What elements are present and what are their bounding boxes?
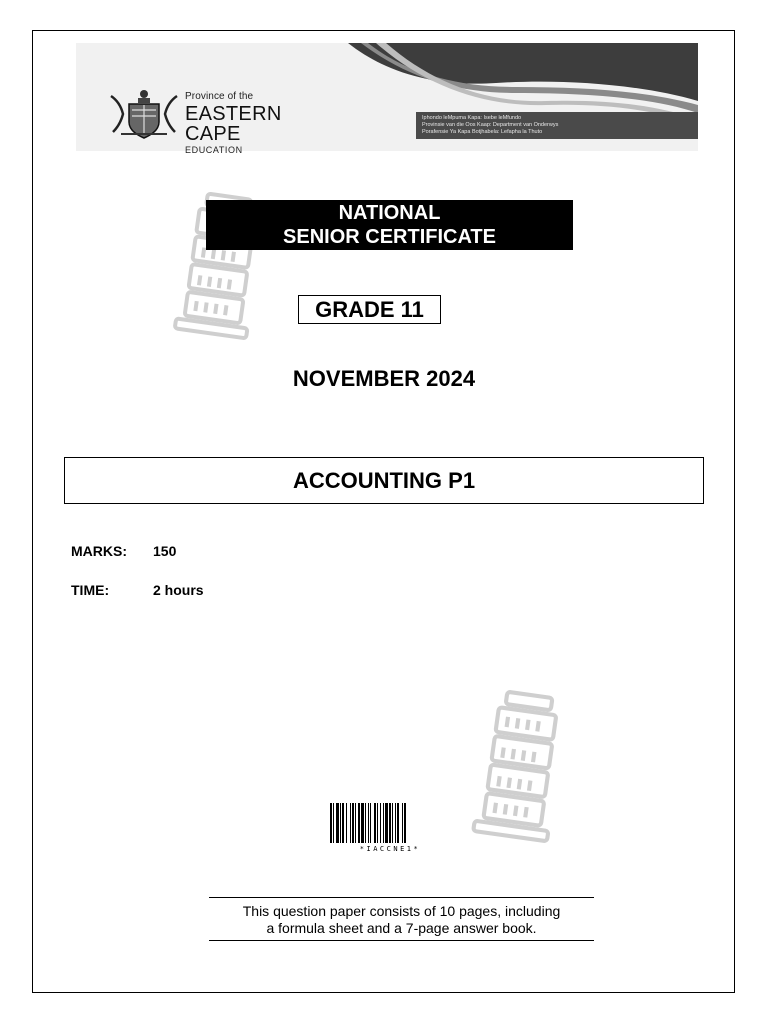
barcode-bar [397, 803, 399, 843]
barcode-bar [330, 803, 332, 843]
certificate-line-1: NATIONAL [338, 202, 441, 224]
barcode-bar [346, 803, 347, 843]
page-count-line-2: a formula sheet and a 7-page answer book. [266, 920, 537, 936]
barcode-bar [404, 803, 406, 843]
barcode-bars [328, 803, 452, 843]
barcode-bar [389, 803, 391, 843]
barcode-bar [333, 803, 334, 843]
marks-value: 150 [153, 543, 177, 559]
time-row [71, 582, 204, 598]
slogan-line: Porafensie Ya Kapa Botjhabela: Lefapha la Thuto [422, 129, 543, 135]
barcode-bar [342, 803, 344, 843]
eastern-cape-logo [107, 88, 337, 155]
barcode-bar [383, 803, 384, 843]
certificate-line-2: SENIOR CERTIFICATE [283, 226, 496, 248]
slogan-line: Iphondo leMpuma Kapa: Isebe leMfundo [422, 115, 522, 121]
barcode-bar [374, 803, 376, 843]
page-count-line-1: This question paper consists of 10 pages, including [242, 903, 561, 919]
barcode-text: *IACCNE1* [359, 845, 421, 853]
barcode-bar [352, 803, 354, 843]
barcode-bar [365, 803, 366, 843]
barcode-bar [358, 803, 360, 843]
barcode-bar [336, 803, 339, 843]
barcode-bar [392, 803, 393, 843]
exam-date: NOVEMBER 2024 [292, 366, 476, 391]
barcode-bar [385, 803, 388, 843]
barcode-bar [395, 803, 396, 843]
barcode-bar [350, 803, 351, 843]
logo-province-text: Province of the [185, 91, 254, 102]
barcode-bar [377, 803, 378, 843]
page-count-note [209, 897, 594, 941]
marks-row [71, 543, 176, 559]
barcode [328, 803, 452, 853]
logo-eastern-cape-text: EASTERN CAPE [185, 103, 282, 145]
barcode-bar [402, 803, 403, 843]
time-value: 2 hours [153, 582, 204, 598]
department-slogan-box [416, 112, 698, 139]
time-label: TIME: [71, 582, 110, 598]
tower-watermark-icon [465, 688, 575, 843]
coat-of-arms-icon [107, 88, 181, 140]
slogan-line: Provinsie van die Oos Kaap: Department van Onderwys [422, 122, 559, 128]
barcode-bar [340, 803, 341, 843]
national-senior-certificate-banner [206, 200, 573, 250]
logo-wordmark [185, 92, 337, 155]
barcode-bar [355, 803, 356, 843]
logo-education-text: EDUCATION [185, 145, 243, 155]
barcode-bar [380, 803, 381, 843]
barcode-bar [361, 803, 364, 843]
marks-label: MARKS: [71, 543, 127, 559]
subject-title: ACCOUNTING P1 [64, 457, 704, 504]
grade-label: GRADE 11 [298, 295, 441, 324]
barcode-bar [370, 803, 371, 843]
barcode-bar [368, 803, 369, 843]
